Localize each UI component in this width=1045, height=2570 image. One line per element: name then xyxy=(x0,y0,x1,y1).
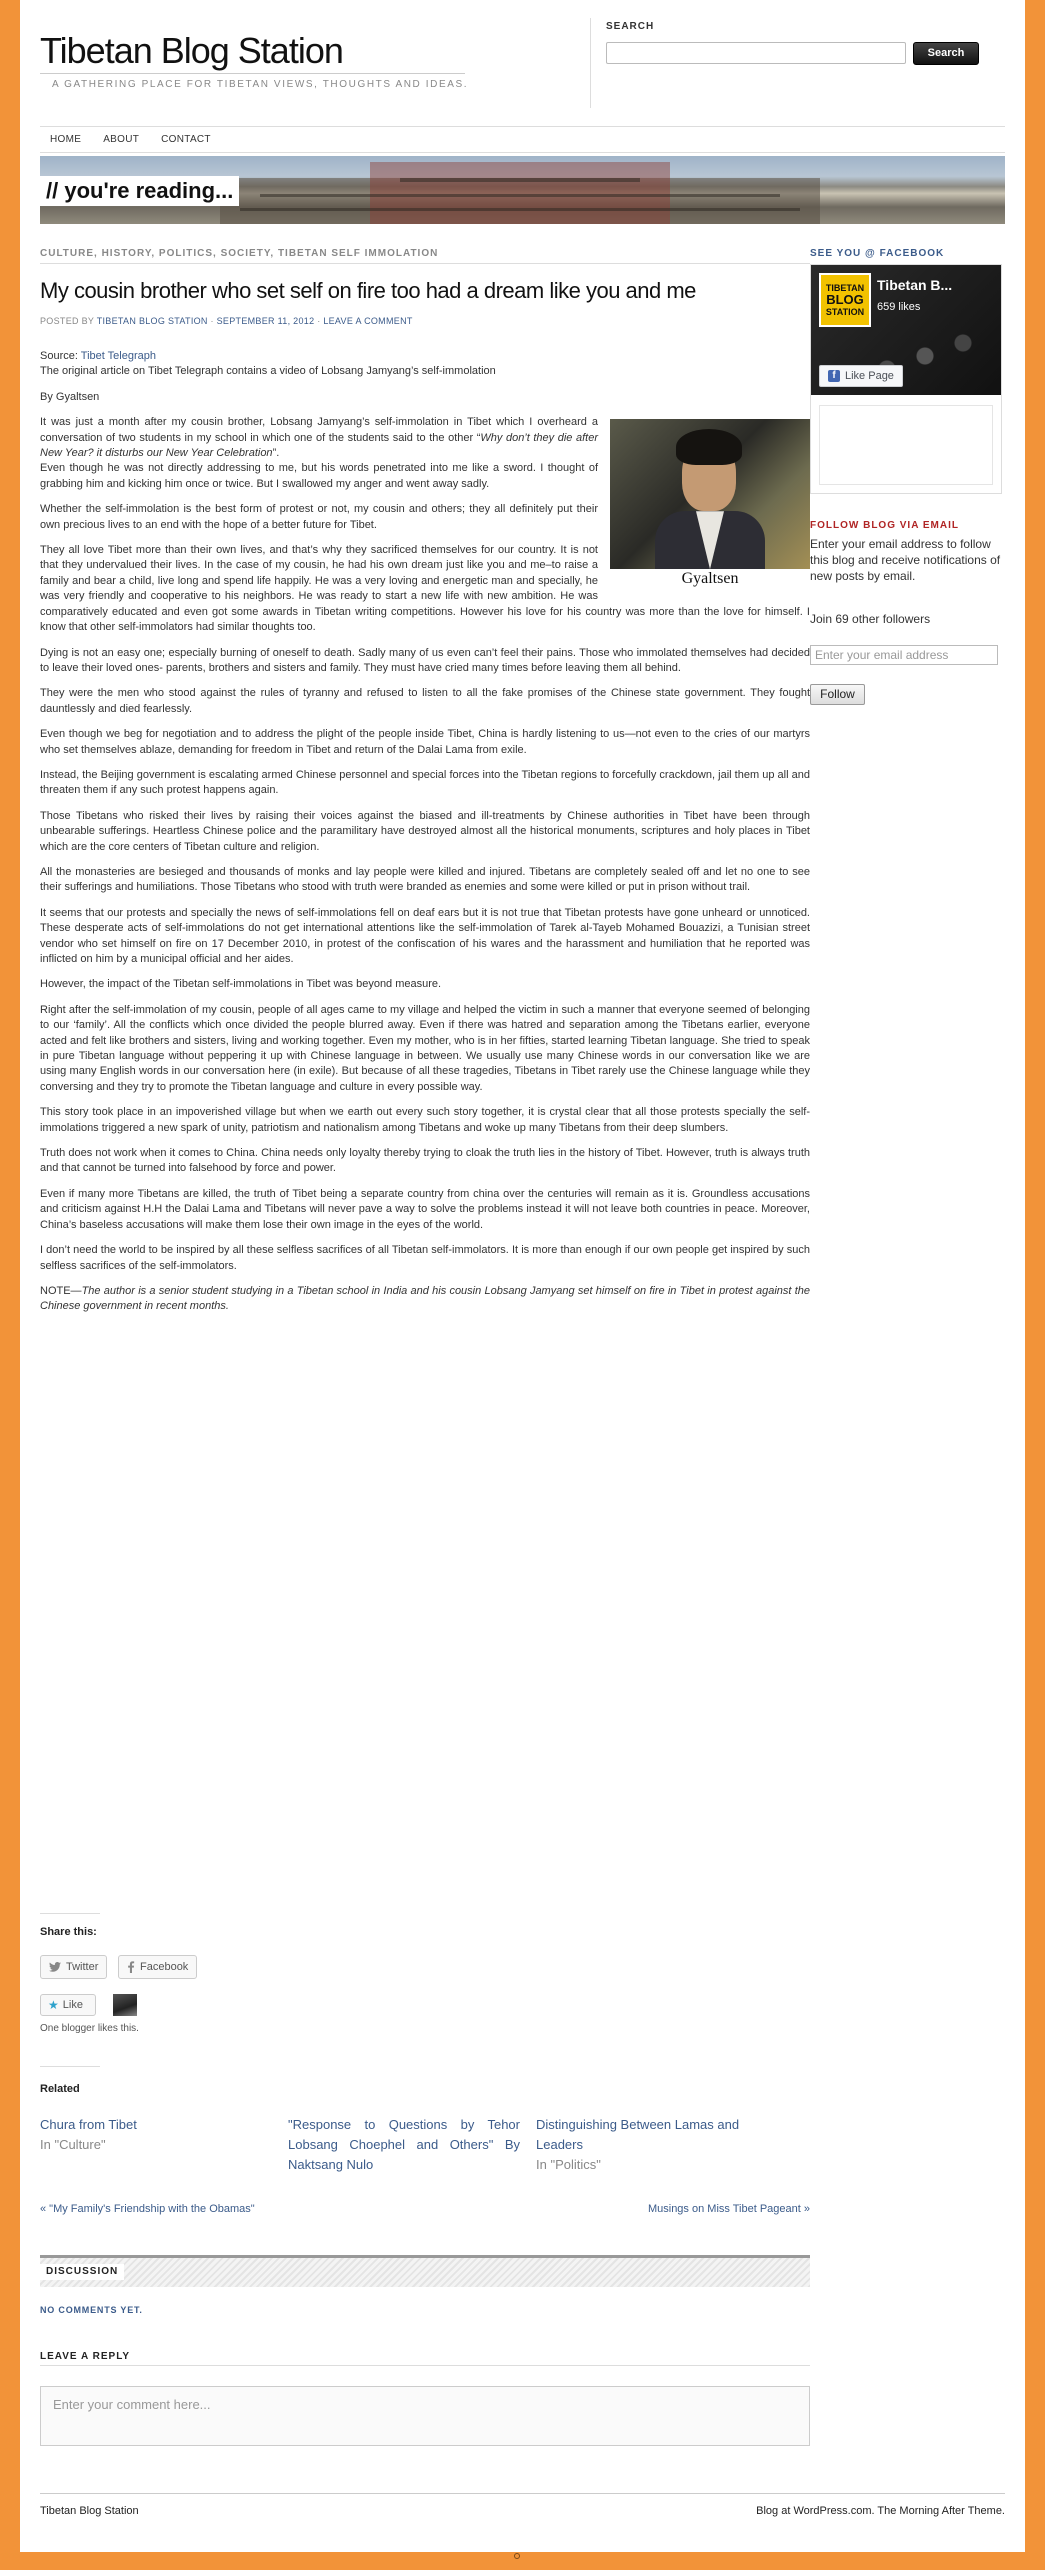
facebook-page-name[interactable]: Tibetan B... xyxy=(877,277,953,293)
post-note: NOTE—The author is a senior student studying in a Tibetan school in India and his cousin Lobsang Jamyang set himself on fire in Tibet in protest against the Chinese government in recent months. xyxy=(40,1284,810,1313)
post-paragraph: Truth does not work when it comes to China. China needs only loyalty thereby trying to cloak the truth lies in the history of Tibet. However, truth is always truth and that cannot be turned into falsehood by force and power. xyxy=(40,1147,810,1175)
nav-item-contact[interactable]: CONTACT xyxy=(161,134,211,145)
facebook-cover-image xyxy=(811,265,1001,395)
post-paragraph: Whether the self-immolation is the best form of protest or not, my cousin and others; they all definitely put their own precious lives to an end with the hope of a better future for Tibet. xyxy=(40,503,598,531)
post-paragraph: Even though he was not directly addressing to me, but his words penetrated into me like a sword. I thought of grabbing him and kicking him once or twice. But I swallowed my anger and went away sadly. xyxy=(40,462,598,490)
author-photo-image xyxy=(610,419,810,569)
follow-blog-heading: FOLLOW BLOG VIA EMAIL xyxy=(810,520,959,531)
banner-label: // you're reading... xyxy=(40,176,239,206)
post-intro: The original article on Tibet Telegraph contains a video of Lobsang Jamyang’s self-immolation xyxy=(40,365,496,378)
title-divider xyxy=(40,73,465,74)
meta-separator: · xyxy=(207,316,217,326)
related-post-category: In "Culture" xyxy=(40,2137,106,2152)
nav-divider-top xyxy=(40,126,1005,127)
meta-author-link[interactable]: TIBETAN BLOG STATION xyxy=(96,316,208,326)
post-paragraph: This story took place in an impoverished village but when we earth out every such story together, it is crystal clear that all those protests specially the self-immolations triggered a new spark of unity, patriotism and nationalism among Tibetans and woke up many Tibetans from their deep slumbers. xyxy=(40,1106,810,1134)
footer-site-link[interactable]: Tibetan Blog Station xyxy=(40,2505,139,2517)
page-container xyxy=(20,0,1025,2552)
liker-avatar[interactable] xyxy=(113,1994,137,2016)
footer-divider xyxy=(40,2493,1005,2494)
post-paragraph: Even though we beg for negotiation and to address the plight of the people inside Tibet, China is hardly listening to us—not even to the cries of our martyrs who set themselves ablaze, demanding for freedom in Tibet and return of the Dalai Lama from exile. xyxy=(40,728,810,756)
likes-count-text: One blogger likes this. xyxy=(40,2023,139,2034)
facebook-like-count: 659 likes xyxy=(877,301,921,313)
twitter-icon xyxy=(49,1962,61,1972)
nav-item-home[interactable]: HOME xyxy=(50,134,82,145)
like-button[interactable] xyxy=(40,1994,96,2016)
follow-button[interactable]: Follow xyxy=(810,684,865,705)
facebook-icon: f xyxy=(828,370,840,382)
related-post-category: In "Politics" xyxy=(536,2157,601,2172)
search-button[interactable]: Search xyxy=(913,42,979,65)
categories-divider xyxy=(40,263,810,264)
no-comments-text: NO COMMENTS YET. xyxy=(40,2305,143,2315)
discussion-label: DISCUSSION xyxy=(40,2264,124,2280)
meta-separator: · xyxy=(314,316,324,326)
related-post-link[interactable]: Chura from Tibet xyxy=(40,2117,137,2132)
related-heading: Related xyxy=(40,2083,80,2095)
facebook-like-page-button[interactable] xyxy=(819,365,903,387)
author-photo xyxy=(610,419,810,589)
next-post-link[interactable]: Musings on Miss Tibet Pageant » xyxy=(647,2203,810,2215)
post-body xyxy=(40,349,810,1325)
post-paragraph: However, the impact of the Tibetan self-immolations in Tibet was beyond measure. xyxy=(40,978,442,991)
leave-comment-link[interactable]: LEAVE A COMMENT xyxy=(323,316,413,326)
post-paragraph: Those Tibetans who risked their lives by raising their voices against the biased and ill-treatments by Chinese authorities in Tibet have been through unbearable sufferings. Heartless Chinese police and the paramilitary have destroyed almost all the historical monuments, scriptures and holy places in Tibet which are the core centers of Tibetan culture and religion. xyxy=(40,809,810,853)
post-paragraph: Dying is not an easy one; especially burning of oneself to death. Sadly many of us even can’t feel their pains. Those who immolated themselves had decided to leave their loved ones- parents, brothers and sisters and family. They must have cried many times before leaving them all behind. xyxy=(40,646,810,674)
header-banner-image xyxy=(40,156,1005,224)
facebook-page-logo[interactable]: TIBETAN BLOG STATION xyxy=(819,273,871,327)
meta-date-link[interactable]: SEPTEMBER 11, 2012 xyxy=(216,316,315,326)
source-line: Source: Tibet Telegraph xyxy=(40,350,156,362)
related-post xyxy=(40,2115,260,2155)
post-paragraph: They all love Tibet more than their own lives, and that’s why they sacrificed themselves for our country. It is not that they undervalued their lives. In the case of my cousin, he had his own dream just like you and me–to raise a family and bear a child, live long and spend life happily. He was a very loving and energetic man and specially, he was very friendly and cooperative to his neighbors. He was ready to start a new life with new ambition. He was comparatively educated and even got some awards in Tibetan writing competitions. However his love for his country was more than the love for himself. I know that other self-immolators had similar thoughts too. xyxy=(40,544,810,634)
previous-post-link[interactable]: « "My Family's Friendship with the Obamas" xyxy=(40,2203,255,2215)
related-post xyxy=(288,2115,520,2175)
related-post-link[interactable]: Distinguishing Between Lamas and Leaders xyxy=(536,2117,740,2152)
post-paragraph: I don’t need the world to be inspired by all these selfless sacrifices of all Tibetan self-immolators. It is more than enough if our own people get inspired by such selfless sacrifices of the self-immolators. xyxy=(40,1244,810,1272)
comment-input[interactable]: Enter your comment here... xyxy=(40,2386,810,2446)
leave-reply-heading: LEAVE A REPLY xyxy=(40,2351,131,2362)
meta-prefix: POSTED BY xyxy=(40,316,97,326)
facebook-like-page-label: Like Page xyxy=(845,370,894,382)
leave-reply-divider xyxy=(40,2365,810,2366)
related-divider xyxy=(40,2066,100,2067)
post-paragraph: Even if many more Tibetans are killed, the truth of Tibet being a separate country from china over the centuries will remain as it is. Groundless accusations and criticism against H.H the Dalai Lama and Tibetans will never pave a way to solve the problems instead it will not leave both countries in peace. Moreover, China’s baseless accusations will make them lose their own image in the eyes of the world. xyxy=(40,1187,810,1231)
page-bottom-marker xyxy=(514,2553,520,2559)
main-nav xyxy=(50,134,211,145)
nav-divider-bottom xyxy=(40,152,1005,153)
post-paragraph: It seems that our protests and specially the news of self-immolations fell on deaf ears but it is not true that Tibetan protests have gone unheard or unnoticed. These desperate acts of self-immolations do not get international attentions like the self-immolation of Tarek al-Tayeb Mohamed Bouazizi, a Tunisian street vendor who set himself on fire on 17 December 2010, in protest of the confiscation of his wares and the harassment and humiliation that he reported was inflicted on him by a municipal official and her aides. xyxy=(40,906,810,965)
nav-item-about[interactable]: ABOUT xyxy=(103,134,140,145)
related-post-link[interactable]: "Response to Questions by Tehor Lobsang Choephel and Others" By Naktsang Nulo xyxy=(288,2117,520,2172)
facebook-widget xyxy=(810,264,1002,494)
search-input[interactable] xyxy=(606,42,906,64)
post-paragraph: It was just a month after my cousin brother, Lobsang Jamyang’s self-immolation in Tibet which I overheard a conversation of two students in my school in which one of the students said to the other “Why don’t they die after New Year? it disturbs our New Year Celebration”. xyxy=(40,416,598,460)
share-divider xyxy=(40,1913,100,1914)
follower-count: Join 69 other followers xyxy=(810,612,931,626)
share-heading: Share this: xyxy=(40,1926,97,1938)
header-divider xyxy=(590,18,591,108)
post-byline: By Gyaltsen xyxy=(40,390,100,403)
related-post xyxy=(536,2115,756,2175)
post-paragraph: Right after the self-immolation of my cousin, people of all ages came to my village and helped the victim in such a manner that everyone seemed of belonging to our ‘family’. All the conflicts which once divided the people blurred away. Even if there was hatred and separation among the Tibetans earlier, everyone acted and felt like brothers and sisters, living and working together. Even my mother, who is in her fifties, started learning Tibetan language. She tried to speak in pure Tibetan language without peppering it up with Chinese language in between. We usually use many Chinese words in our conversation like we are using many English words in our conversation here (in exile). But because of all these tragedies, Tibetans in Tibet rarely use the Chinese language while they conversing and they try to promote the Tibetan language and culture in every possible way. xyxy=(40,1003,810,1093)
facebook-widget-heading: SEE YOU @ FACEBOOK xyxy=(810,248,945,259)
share-facebook-button[interactable] xyxy=(118,1955,197,1979)
source-link[interactable]: Tibet Telegraph xyxy=(80,350,156,362)
post-title: My cousin brother who set self on fire too had a dream like you and me xyxy=(40,278,696,303)
discussion-header xyxy=(40,2255,810,2287)
post-paragraph: Instead, the Beijing government is escalating armed Chinese personnel and special forces into the Tibetan regions to forcefully crackdown, jail them up all and threaten them if any such protest happens again. xyxy=(40,768,810,797)
site-description: A GATHERING PLACE FOR TIBETAN VIEWS, THOUGHTS AND IDEAS. xyxy=(52,79,469,90)
banner-windows xyxy=(260,194,780,197)
facebook-feed-area xyxy=(819,405,993,485)
footer-credits[interactable]: Blog at WordPress.com. The Morning After Theme. xyxy=(756,2505,1005,2517)
share-twitter-button[interactable] xyxy=(40,1955,107,1979)
post-paragraph: They were the men who stood against the rules of tyranny and refused to listen to all the fake promises of the Chinese state government. They fought dauntlessly and died fearlessly. xyxy=(40,687,810,715)
share-facebook-label: Facebook xyxy=(140,1961,189,1973)
banner-palace-center xyxy=(370,162,670,224)
follow-blog-description: Enter your email address to follow this blog and receive notifications of new posts by email. xyxy=(810,537,1001,583)
author-photo-caption: Gyaltsen xyxy=(681,570,739,588)
star-icon: ★ xyxy=(48,1998,59,2012)
site-title[interactable]: Tibetan Blog Station xyxy=(40,30,343,71)
post-meta xyxy=(40,316,413,326)
like-label: Like xyxy=(62,1999,83,2011)
banner-windows xyxy=(400,178,640,182)
post-categories[interactable]: CULTURE, HISTORY, POLITICS, SOCIETY, TIBETAN SELF IMMOLATION xyxy=(40,248,439,259)
banner-windows xyxy=(240,208,800,211)
post-paragraph: All the monasteries are besieged and thousands of monks and lay people were killed and injured. Tibetans are completely sealed off and let no one to see their sufferings and humiliations. Those Tibetans who stood with truth were branded as enemies and some were killed or put in prison without trail. xyxy=(40,865,810,894)
share-twitter-label: Twitter xyxy=(66,1961,99,1973)
email-field[interactable]: Enter your email address xyxy=(810,645,998,665)
facebook-icon xyxy=(127,1961,135,1973)
search-heading: SEARCH xyxy=(606,21,655,32)
